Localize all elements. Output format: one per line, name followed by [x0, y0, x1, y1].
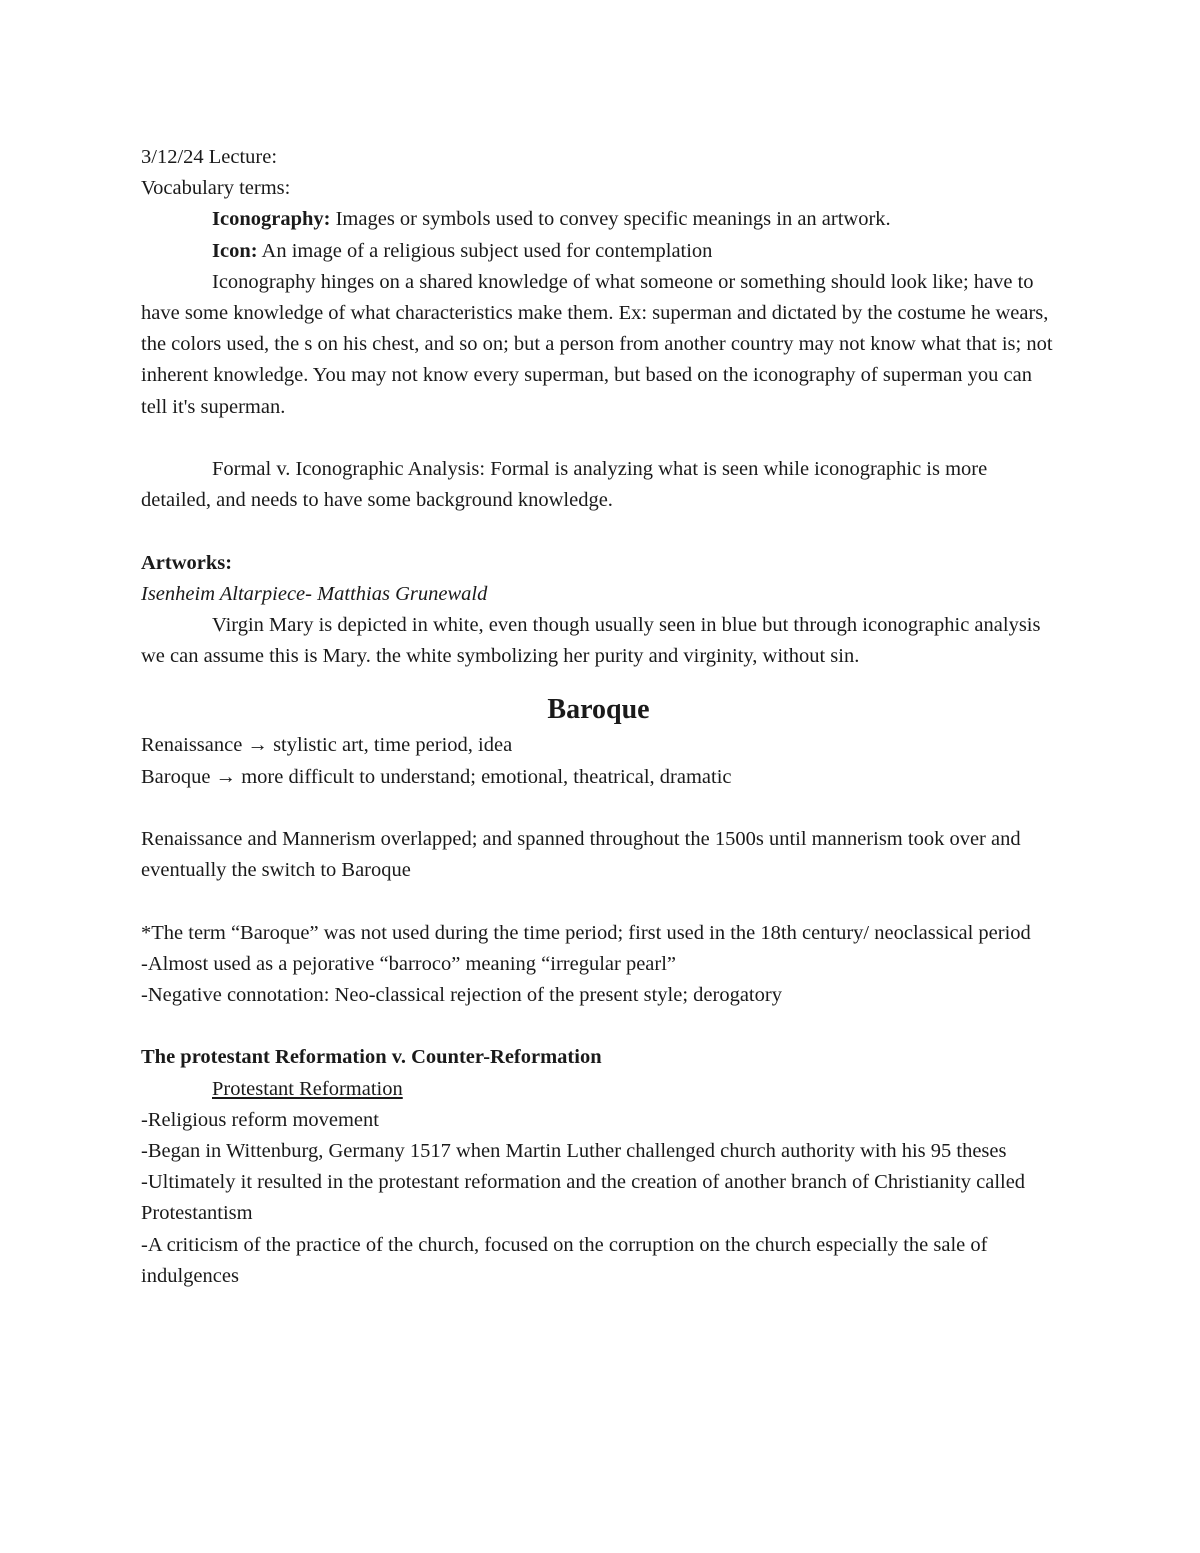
- spacer: [141, 516, 1056, 547]
- reformation-heading: The protestant Reformation v. Counter-Reformation: [141, 1046, 602, 1069]
- reformation-point: -A criticism of the practice of the church, focused on the corruption on the church especially the sale of indulgences: [141, 1233, 988, 1287]
- document-page: [141, 142, 1056, 1292]
- vocabulary-heading: Vocabulary terms:: [141, 177, 291, 200]
- term-note: *The term “Baroque” was not used during the time period; first used in the 18th century/ neoclassical period: [141, 921, 1031, 944]
- iconography-definition: [141, 204, 1056, 235]
- artwork-paragraph: Virgin Mary is depicted in white, even though usually seen in blue but through iconographic analysis we can assume this is Mary. the white symbolizing her purity and virginity, without sin.: [141, 614, 1041, 668]
- overlap-paragraph: Renaissance and Mannerism overlapped; and spanned throughout the 1500s until mannerism took over and eventually the switch to Baroque: [141, 828, 1021, 882]
- spacer: [141, 423, 1056, 454]
- icon-definition: [141, 236, 1056, 267]
- artworks-heading: Artworks:: [141, 551, 233, 574]
- spacer: [141, 886, 1056, 917]
- protestant-subheading: Protestant Reformation: [212, 1077, 403, 1100]
- protestant-subheading-line: [141, 1074, 1056, 1105]
- spacer: [141, 1011, 1056, 1042]
- reformation-point: -Ultimately it resulted in the protestant reformation and the creation of another branch of Christianity called Protestantism: [141, 1171, 1026, 1225]
- iconography-paragraph: Iconography hinges on a shared knowledge of what someone or something should look like; have to have some knowledge of what characteristics make them. Ex: superman and dictated by the costume he wears, the colors used, the s on his chest, and so on; but a person from another country may not know what that is; not inherent knowledge. You may not know every superman, but based on the iconography of superman you can tell it's superman.: [141, 270, 1053, 418]
- baroque-heading: Baroque: [547, 694, 650, 726]
- baroque-line: Baroque → more difficult to understand; emotional, theatrical, dramatic: [141, 765, 732, 788]
- renaissance-line: Renaissance → stylistic art, time period, idea: [141, 734, 513, 757]
- spacer: [141, 793, 1056, 824]
- pejorative-note: -Almost used as a pejorative “barroco” meaning “irregular pearl”: [141, 952, 677, 975]
- negative-note: -Negative connotation: Neo-classical rejection of the present style; derogatory: [141, 984, 782, 1007]
- icon-term: Icon:: [212, 239, 258, 262]
- reformation-point: -Began in Wittenburg, Germany 1517 when Martin Luther challenged church authority with his 95 theses: [141, 1140, 1007, 1163]
- lecture-date: 3/12/24 Lecture:: [141, 146, 278, 168]
- spacer: [141, 672, 1056, 686]
- artwork-title: Isenheim Altarpiece- Matthias Grunewald: [141, 582, 488, 605]
- iconography-term: Iconography:: [212, 208, 331, 231]
- iconography-def-text: Images or symbols used to convey specific meanings in an artwork.: [330, 208, 891, 231]
- formal-vs-iconographic-paragraph: Formal v. Iconographic Analysis: Formal is analyzing what is seen while iconographic is more detailed, and needs to have some background knowledge.: [141, 458, 988, 512]
- icon-def-text: An image of a religious subject used for contemplation: [257, 239, 713, 262]
- reformation-point: -Religious reform movement: [141, 1108, 379, 1131]
